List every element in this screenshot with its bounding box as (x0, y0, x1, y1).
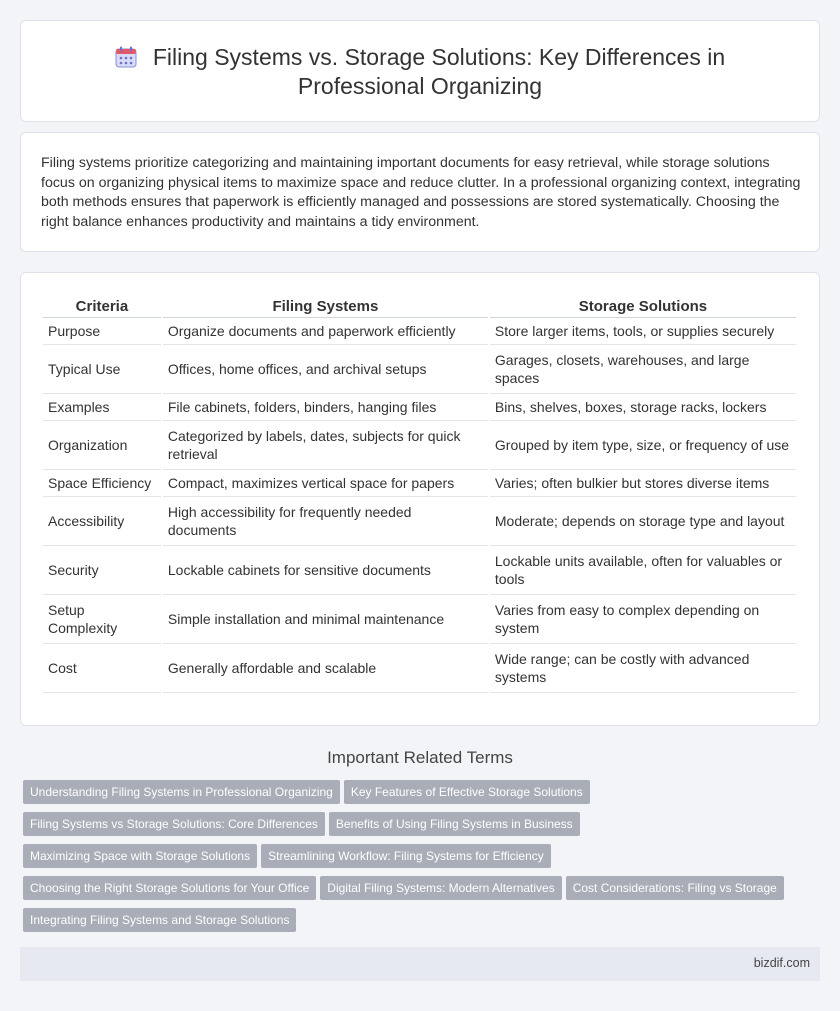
header-filing-systems: Filing Systems (163, 296, 488, 318)
row-storage-value: Garages, closets, warehouses, and large spaces (490, 345, 796, 394)
table-row (43, 644, 796, 693)
row-criteria: Examples (43, 394, 161, 421)
related-term-tag[interactable]: Benefits of Using Filing Systems in Business (329, 812, 580, 836)
related-term-tag[interactable]: Streamlining Workflow: Filing Systems for Efficiency (261, 844, 551, 868)
footer (20, 947, 820, 981)
related-term-tag[interactable]: Cost Considerations: Filing vs Storage (566, 876, 784, 900)
row-storage-value: Wide range; can be costly with advanced systems (490, 644, 796, 693)
related-term-tag[interactable]: Digital Filing Systems: Modern Alternatives (320, 876, 561, 900)
header-card (20, 20, 820, 122)
related-terms-list (23, 780, 803, 940)
row-storage-value: Lockable units available, often for valuables or tools (490, 546, 796, 595)
row-storage-value: Store larger items, tools, or supplies securely (490, 318, 796, 345)
table-row (43, 595, 796, 644)
title-line-1: Filing Systems vs. Storage Solutions: Key Differences in (152, 44, 726, 70)
table-header-row (43, 296, 796, 318)
row-storage-value: Varies; often bulkier but stores diverse items (490, 470, 796, 497)
table-row (43, 421, 796, 470)
page-title (21, 43, 819, 101)
header-criteria: Criteria (43, 296, 161, 318)
row-filing-value: Offices, home offices, and archival setups (163, 345, 488, 394)
calendar-icon (115, 46, 137, 68)
title-line-2: Professional Organizing (297, 73, 543, 99)
related-term-tag[interactable]: Understanding Filing Systems in Professional Organizing (23, 780, 340, 804)
row-criteria: Purpose (43, 318, 161, 345)
row-storage-value: Varies from easy to complex depending on system (490, 595, 796, 644)
row-filing-value: Generally affordable and scalable (163, 644, 488, 693)
row-filing-value: File cabinets, folders, binders, hanging files (163, 394, 488, 421)
row-criteria: Typical Use (43, 345, 161, 394)
row-filing-value: Organize documents and paperwork efficiently (163, 318, 488, 345)
table-row (43, 470, 796, 497)
related-terms-heading: Important Related Terms (327, 748, 513, 767)
row-criteria: Security (43, 546, 161, 595)
row-criteria: Cost (43, 644, 161, 693)
related-term-tag[interactable]: Maximizing Space with Storage Solutions (23, 844, 257, 868)
row-filing-value: High accessibility for frequently needed documents (163, 497, 488, 546)
row-filing-value: Categorized by labels, dates, subjects for quick retrieval (163, 421, 488, 470)
comparison-table (41, 296, 798, 693)
row-storage-value: Grouped by item type, size, or frequency of use (490, 421, 796, 470)
row-filing-value: Compact, maximizes vertical space for papers (163, 470, 488, 497)
row-filing-value: Lockable cabinets for sensitive documents (163, 546, 488, 595)
row-storage-value: Bins, shelves, boxes, storage racks, lockers (490, 394, 796, 421)
row-criteria: Setup Complexity (43, 595, 161, 644)
row-storage-value: Moderate; depends on storage type and layout (490, 497, 796, 546)
row-filing-value: Simple installation and minimal maintenance (163, 595, 488, 644)
row-criteria: Organization (43, 421, 161, 470)
row-criteria: Accessibility (43, 497, 161, 546)
related-term-tag[interactable]: Key Features of Effective Storage Solutions (344, 780, 590, 804)
table-row (43, 318, 796, 345)
table-row (43, 345, 796, 394)
related-term-tag[interactable]: Integrating Filing Systems and Storage Solutions (23, 908, 296, 932)
table-row (43, 394, 796, 421)
footer-site-link[interactable]: bizdif.com (753, 956, 810, 970)
table-row (43, 546, 796, 595)
header-storage-solutions: Storage Solutions (490, 296, 796, 318)
table-row (43, 497, 796, 546)
intro-paragraph: Filing systems prioritize categorizing and maintaining important documents for easy retrieval, while storage solutions focus on organizing physical items to maximize space and reduce clutter. In a professional organizing context, integrating both methods ensures that paperwork is efficiently managed and possessions are stored systematically. Choosing the right balance enhances productivity and maintains a tidy environment. (41, 155, 801, 230)
intro-card (20, 132, 820, 252)
related-term-tag[interactable]: Choosing the Right Storage Solutions for Your Office (23, 876, 316, 900)
comparison-card (20, 272, 820, 726)
related-term-tag[interactable]: Filing Systems vs Storage Solutions: Core Differences (23, 812, 325, 836)
row-criteria: Space Efficiency (43, 470, 161, 497)
